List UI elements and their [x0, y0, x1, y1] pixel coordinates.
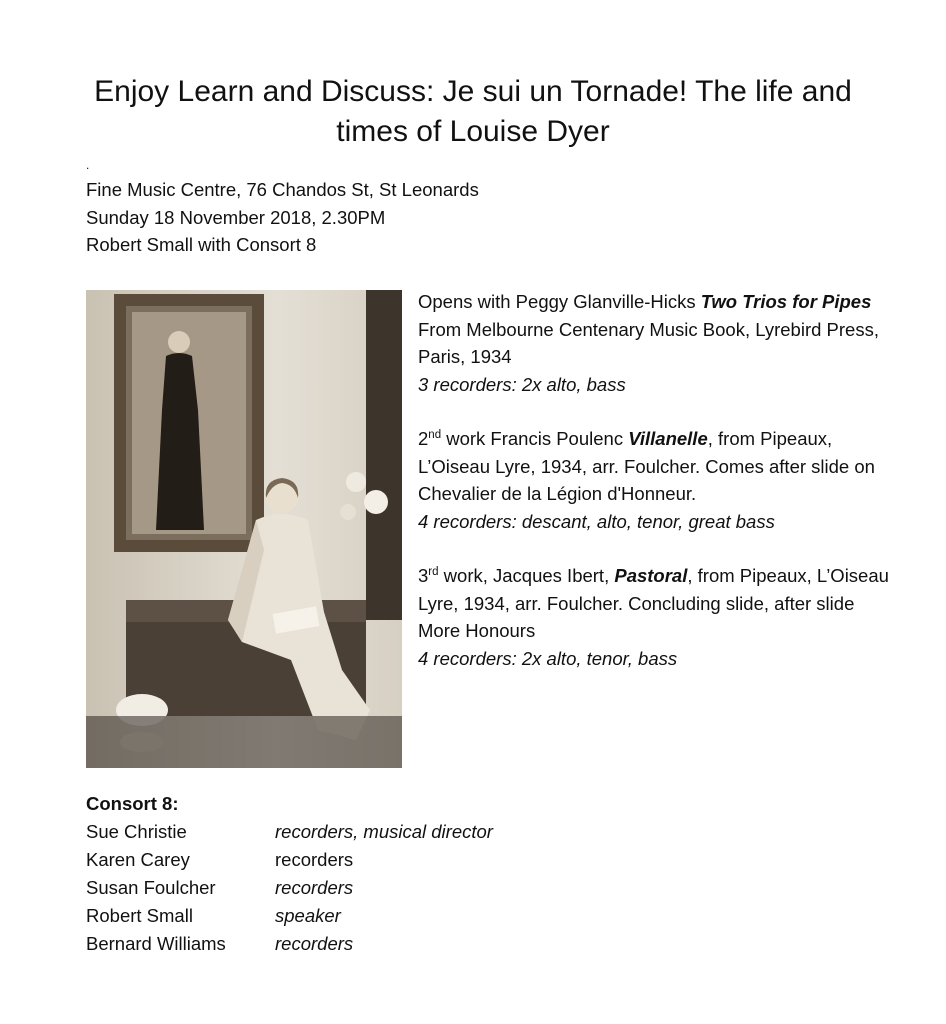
program-notes — [418, 288, 898, 672]
work-2-title: Villanelle — [628, 428, 708, 449]
work-3-scoring: 4 recorders: 2x alto, tenor, bass — [418, 647, 678, 669]
event-details — [86, 176, 479, 259]
work-3-details: , from Pipeaux, L’Oiseau Lyre, 1934, arr. Foulcher. Concluding slide, after slide More Honours — [418, 565, 889, 641]
member-row — [86, 846, 493, 874]
work-1-intro: Opens with Peggy Glanville-Hicks — [418, 291, 701, 312]
event-venue: Fine Music Centre, 76 Chandos St, St Leonards — [86, 179, 479, 200]
member-name: Bernard Williams — [86, 933, 226, 954]
work-3 — [418, 562, 898, 672]
work-3-intro: work, Jacques Ibert, — [438, 565, 615, 586]
member-role: recorders — [275, 877, 354, 898]
work-2-scoring: 4 recorders: descant, alto, tenor, great bass — [418, 510, 775, 532]
member-role: recorders — [275, 933, 354, 954]
member-role: recorders — [275, 849, 354, 870]
event-date: Sunday 18 November 2018, 2.30PM — [86, 206, 386, 228]
member-role: recorders, musical director — [275, 821, 493, 842]
member-name: Sue Christie — [86, 821, 187, 842]
work-2-details: , from Pipeaux, L’Oiseau Lyre, 1934, arr. Foulcher. Comes after slide on Chevalier de la Légion d'Honneur. — [418, 428, 875, 504]
portrait-photo — [86, 290, 402, 768]
member-name: Robert Small — [86, 905, 193, 926]
title-line-1: Enjoy Learn and Discuss: Je sui un Tornade! The life and — [94, 75, 852, 108]
member-row — [86, 874, 493, 902]
portrait-photo-icon — [86, 290, 402, 768]
member-row — [86, 902, 493, 930]
member-row — [86, 930, 493, 958]
work-1-scoring: 3 recorders: 2x alto, bass — [418, 373, 626, 395]
member-name: Susan Foulcher — [86, 877, 216, 898]
work-2-ordinal: 2 — [418, 428, 429, 449]
work-2-ordinal-suffix: nd — [428, 429, 442, 442]
member-row — [86, 818, 493, 846]
title-line-2: times of Louise Dyer — [336, 115, 610, 148]
work-1 — [418, 288, 898, 398]
member-role: speaker — [275, 905, 341, 926]
member-name: Karen Carey — [86, 849, 190, 870]
work-3-title: Pastoral — [614, 565, 688, 586]
work-3-ordinal-suffix: rd — [428, 566, 439, 579]
work-2 — [418, 425, 898, 535]
ensemble-list — [86, 790, 493, 958]
event-presenter: Robert Small with Consort 8 — [86, 234, 317, 255]
ensemble-heading: Consort 8: — [86, 793, 179, 814]
work-1-source: From Melbourne Centenary Music Book, Lyrebird Press, Paris, 1934 — [418, 318, 879, 367]
stray-dot: . — [86, 158, 90, 172]
work-3-ordinal: 3 — [418, 565, 429, 586]
work-1-title: Two Trios for Pipes — [700, 291, 872, 312]
page-title — [40, 72, 906, 152]
work-2-intro: work Francis Poulenc — [441, 428, 629, 449]
